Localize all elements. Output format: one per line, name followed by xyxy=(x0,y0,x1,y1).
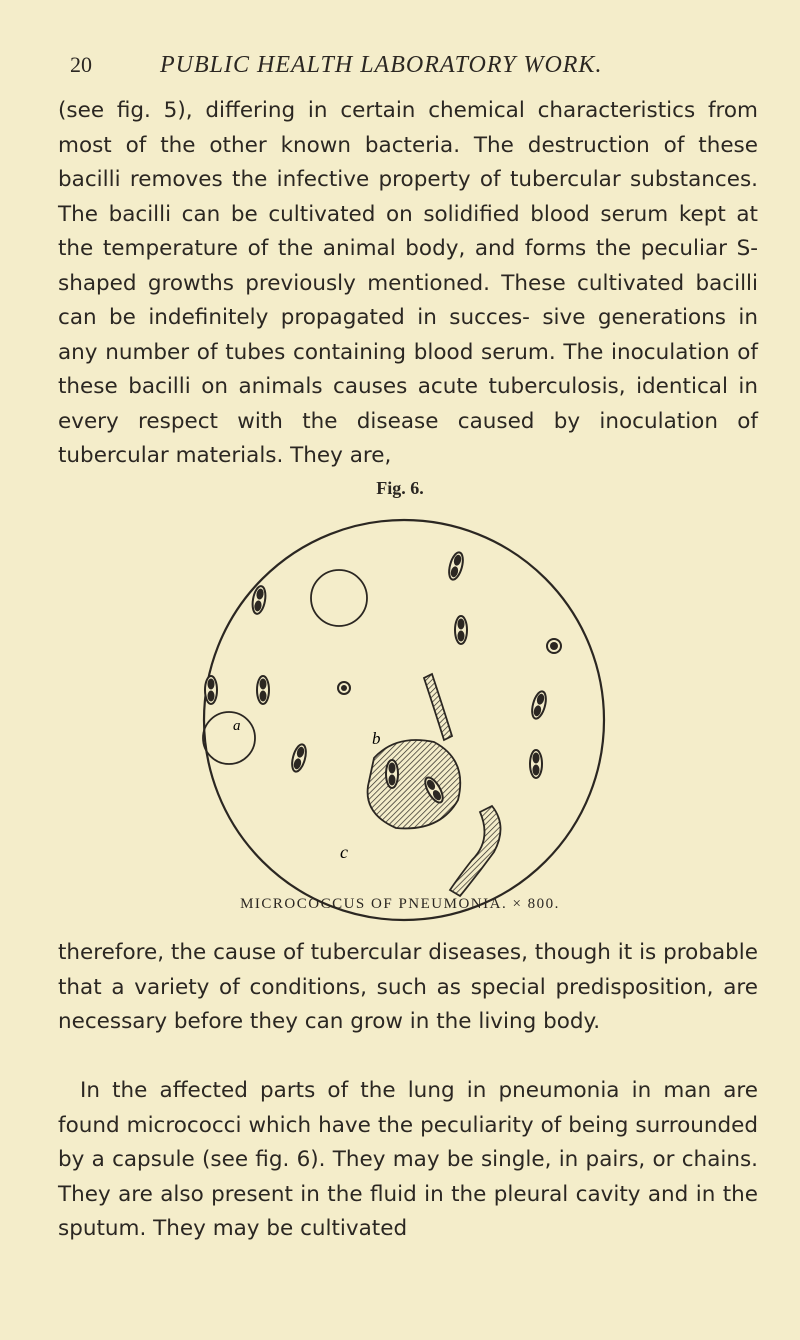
diplococcus-9 xyxy=(386,760,398,788)
label-a: a xyxy=(233,718,241,734)
chain-diagonal xyxy=(450,806,501,896)
page-header xyxy=(70,52,750,92)
diplococcus-5 xyxy=(257,676,269,704)
paragraph-1: (see fig. 5), differing in certain chemical characteristics from most of the other known bacteria. The destruction of these bacilli removes the infective property of tubercular substances. The bacilli can be cultivated on solidified blood serum kept at the temperature of the animal body, and forms the peculiar S-shaped growths previously mentioned. These cultivated bacilli can be indefinitely propagated in succes- sive generations in any number of tubes containing blood serum. The inoculation of these bacilli on animals causes acute tuberculosis, identical in every respect with the disease caused by inoculation of tubercular materials. They are, xyxy=(58,98,758,468)
capsule-group xyxy=(368,740,461,828)
diplococcus-7 xyxy=(290,743,309,773)
figure-label: Fig. 6. xyxy=(376,478,424,498)
label-c: c xyxy=(340,842,348,862)
paragraph-3: In the affected parts of the lung in pneumonia in man are found micrococci which have the peculiarity of being surrounded by a capsule (see fig. 6). They may be single, in pairs, or chains. They are also present in the fluid in the pleural cavity and in the sputum. They may be cultivated xyxy=(58,1078,758,1241)
paragraph-2: therefore, the cause of tubercular diseases, though it is probable that a variety of conditions, such as special predisposition, are necessary before they can grow in the living body. xyxy=(58,940,758,1034)
figure-caption: MICROCOCCUS OF PNEUMONIA. × 800. xyxy=(240,896,560,912)
label-b: b xyxy=(372,729,381,748)
chain-vertical xyxy=(424,674,452,740)
single-coccus-1-core xyxy=(341,685,347,691)
diplococcus-4 xyxy=(205,676,217,704)
single-coccus-2-core xyxy=(550,642,558,650)
diplococcus-6 xyxy=(530,690,549,720)
running-head: PUBLIC HEALTH LABORATORY WORK. xyxy=(160,52,603,78)
micrococcus-illustration xyxy=(196,508,616,928)
diplococcus-3 xyxy=(455,616,467,644)
diplococcus-8 xyxy=(530,750,542,778)
empty-capsule-top xyxy=(311,570,367,626)
empty-capsule-a xyxy=(203,712,255,764)
diplococcus-1 xyxy=(447,551,466,581)
page-number: 20 xyxy=(70,52,92,77)
microscope-field-circle xyxy=(204,520,604,920)
